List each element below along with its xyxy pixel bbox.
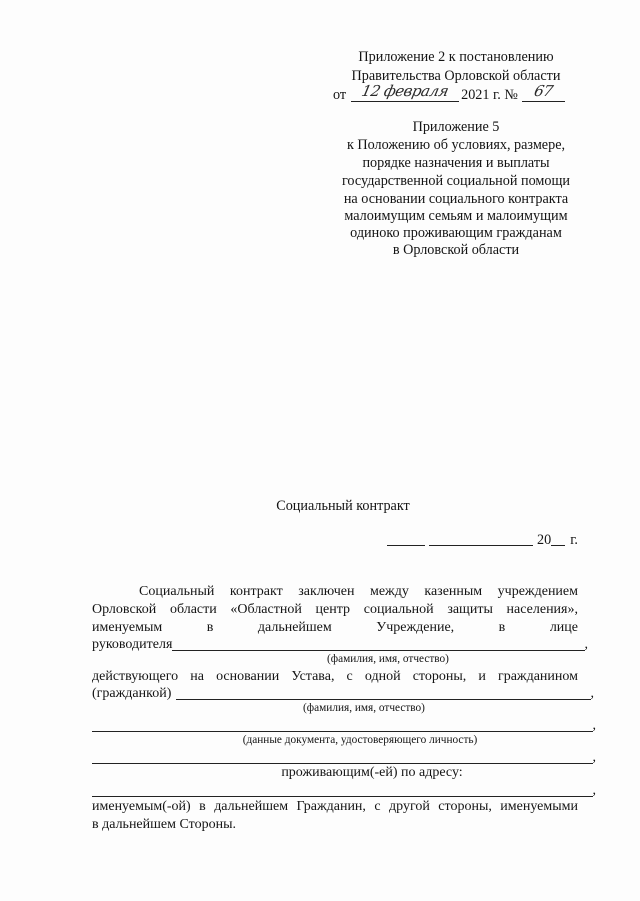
body-line-6: в дальнейшем Стороны. [92, 817, 236, 832]
director-name-blank [172, 636, 584, 651]
body-line-4: действующего на основании Устава, с одной стороны, и гражданином [92, 669, 578, 684]
year-suffix: г. [570, 532, 578, 548]
appendix-line: порядке назначения и выплаты [362, 155, 550, 171]
appendix-line: к Положению об условиях, размере, [346, 137, 566, 153]
citizen-name-blank [176, 685, 590, 700]
handwritten-number-field [522, 82, 565, 102]
handwritten-date-field [351, 82, 459, 102]
document-data-blank [92, 717, 593, 732]
document-caption: (данные документа, удостоверяющего личность) [242, 734, 478, 746]
comma: , [592, 750, 596, 765]
handwritten-number: 67 [532, 82, 555, 100]
year-number-label: 2021 г. № [461, 87, 518, 103]
appendix-line: в Орловской области [392, 242, 520, 258]
month-blank [429, 531, 533, 546]
comma: , [592, 718, 596, 733]
date-prefix: от [333, 87, 347, 103]
header-appendix-line-2: Правительства Орловской области [351, 68, 561, 84]
appendix-line: малоимущим семьям и малоимущим [344, 208, 568, 224]
body-line-1: Социальный контракт заключен между казенным учреждением [139, 584, 578, 599]
director-label: руководителя [92, 637, 173, 652]
body-line-2: Орловской области «Областной центр социальной защиты населения», [92, 602, 578, 617]
document-data-blank-2 [92, 749, 593, 764]
year-prefix: 20 [537, 532, 552, 548]
comma: , [592, 783, 596, 798]
contract-title: Социальный контракт [276, 498, 410, 514]
address-label: проживающим(-ей) по адресу: [281, 765, 463, 780]
comma: , [584, 637, 588, 652]
handwritten-date: 12 февраля [360, 82, 451, 100]
director-caption: (фамилия, имя, отчество) [327, 653, 449, 665]
comma: , [590, 686, 594, 701]
day-blank [387, 531, 425, 546]
appendix-line: государственной социальной помощи [341, 173, 571, 189]
appendix-line: на основании социального контракта [343, 191, 569, 207]
address-blank [92, 782, 593, 797]
citizen-label: (гражданкой) [92, 686, 172, 701]
body-line-3: именуемым в дальнейшем Учреждение, в лице [92, 620, 578, 635]
header-date-line [333, 82, 583, 104]
appendix-title: Приложение 5 [412, 119, 500, 135]
contract-date-line [387, 531, 582, 549]
header-appendix-line-1: Приложение 2 к постановлению [358, 49, 554, 65]
citizen-caption: (фамилия, имя, отчество) [303, 702, 425, 714]
body-line-5: именуемым(-ой) в дальнейшем Гражданин, с другой стороны, именуемыми [92, 799, 578, 814]
appendix-line: одиноко проживающим гражданам [350, 225, 562, 241]
year-blank [551, 531, 565, 546]
